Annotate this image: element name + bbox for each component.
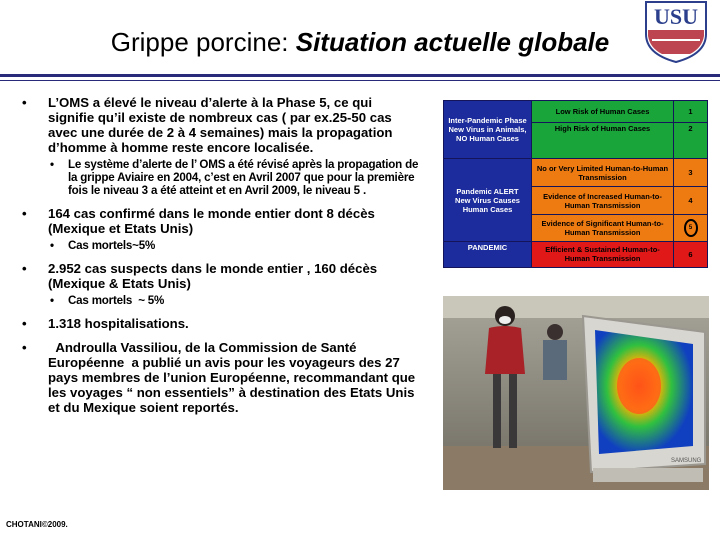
sub-bullet-item [48, 158, 420, 197]
bullet-glyph: • [50, 294, 54, 307]
bullet-glyph: • [22, 316, 27, 331]
sub-list [48, 294, 420, 307]
phase-desc: No or Very Limited Human-to-Human Transmission [532, 159, 674, 187]
bullet-glyph: • [22, 95, 27, 110]
title-italic: Situation actuelle globale [295, 27, 610, 57]
bullet-text: L’OMS a élevé le niveau d’alerte à la Phase 5, ce qui signifie qu’il existe de nombreux cas ( par ex.25-50 cas avec une durée de 2 à 4 semaines) mais la propagation d’homme à homme reste encore localisée. [48, 95, 393, 155]
slide-title [0, 27, 720, 58]
phase-number: 3 [674, 159, 708, 187]
who-phase-table [443, 100, 708, 268]
bullet-item [20, 206, 420, 252]
bullet-text: 164 cas confirmé dans le monde entier dont 8 décès (Mexique et Etats Unis) [48, 206, 375, 236]
sub-bullet-text: Cas mortels~5% [68, 239, 156, 252]
bullet-item [20, 261, 420, 307]
phase-desc: Low Risk of Human Cases [532, 101, 674, 123]
bullet-item [20, 95, 420, 197]
bullet-text: Androulla Vassiliou, de la Commission de Santé Européenne a publié un avis pour les voyageurs des 27 pays membres de l’union Européenne, recommandant que les voyages “ non essentiels” à destination des Etats Unis et du Mexique soient reportés. [48, 340, 419, 415]
sub-list [48, 158, 420, 197]
bullet-glyph: • [22, 261, 27, 276]
table-row [444, 101, 708, 123]
thermal-screening-photo [443, 296, 709, 490]
table-row [444, 241, 708, 267]
bullet-list [20, 95, 420, 424]
sub-bullet-item [48, 294, 420, 307]
phase-number-current [674, 214, 708, 241]
bullet-text: 2.952 cas suspects dans le monde entier , 160 décès (Mexique & Etats Unis) [48, 261, 378, 291]
bullet-glyph: • [50, 239, 54, 252]
phase-desc: Evidence of Significant Human-to-Human Transmission [532, 214, 674, 241]
phase-number: 2 [674, 123, 708, 159]
phase-number: 4 [674, 187, 708, 214]
title-main: Grippe porcine: [110, 27, 296, 57]
sub-bullet-text: Cas mortels ~ 5% [68, 294, 165, 307]
group-pandemic-alert: Pandemic ALERT New Virus Causes Human Cases [444, 159, 532, 241]
monitor-brand: SAMSUNG [671, 458, 702, 464]
current-phase-circle: 5 [684, 219, 698, 237]
bullet-text: 1.318 hospitalisations. [48, 316, 189, 331]
logo-text: USU [653, 4, 699, 29]
title-divider-thin [0, 80, 720, 81]
bullet-item [20, 340, 420, 415]
usu-logo [640, 0, 712, 64]
bullet-item [20, 316, 420, 331]
phase-desc: Evidence of Increased Human-to-Human Transmission [532, 187, 674, 214]
group-interpandemic: Inter-Pandemic Phase New Virus in Animals, NO Human Cases [444, 101, 532, 159]
sub-bullet-item [48, 239, 420, 252]
title-divider [0, 74, 720, 77]
copyright-note: CHOTANI©2009. [6, 520, 68, 529]
phase-desc: Efficient & Sustained Human-to-Human Transmission [532, 241, 674, 267]
table-row [444, 159, 708, 187]
phase-number: 6 [674, 241, 708, 267]
sub-list [48, 239, 420, 252]
bullet-glyph: • [22, 340, 27, 355]
group-pandemic: PANDEMIC [444, 241, 532, 267]
phase-desc: High Risk of Human Cases [532, 123, 674, 159]
bullet-glyph: • [50, 158, 54, 171]
phase-number: 1 [674, 101, 708, 123]
sub-bullet-text: Le système d’alerte de l’ OMS a été révisé après la propagation de la grippe Aviaire en 2004, c’est en Avril 2007 que pour la première fois le niveau 3 a été atteint et en Avril 2009, le niveau 5 . [68, 158, 419, 197]
bullet-glyph: • [22, 206, 27, 221]
